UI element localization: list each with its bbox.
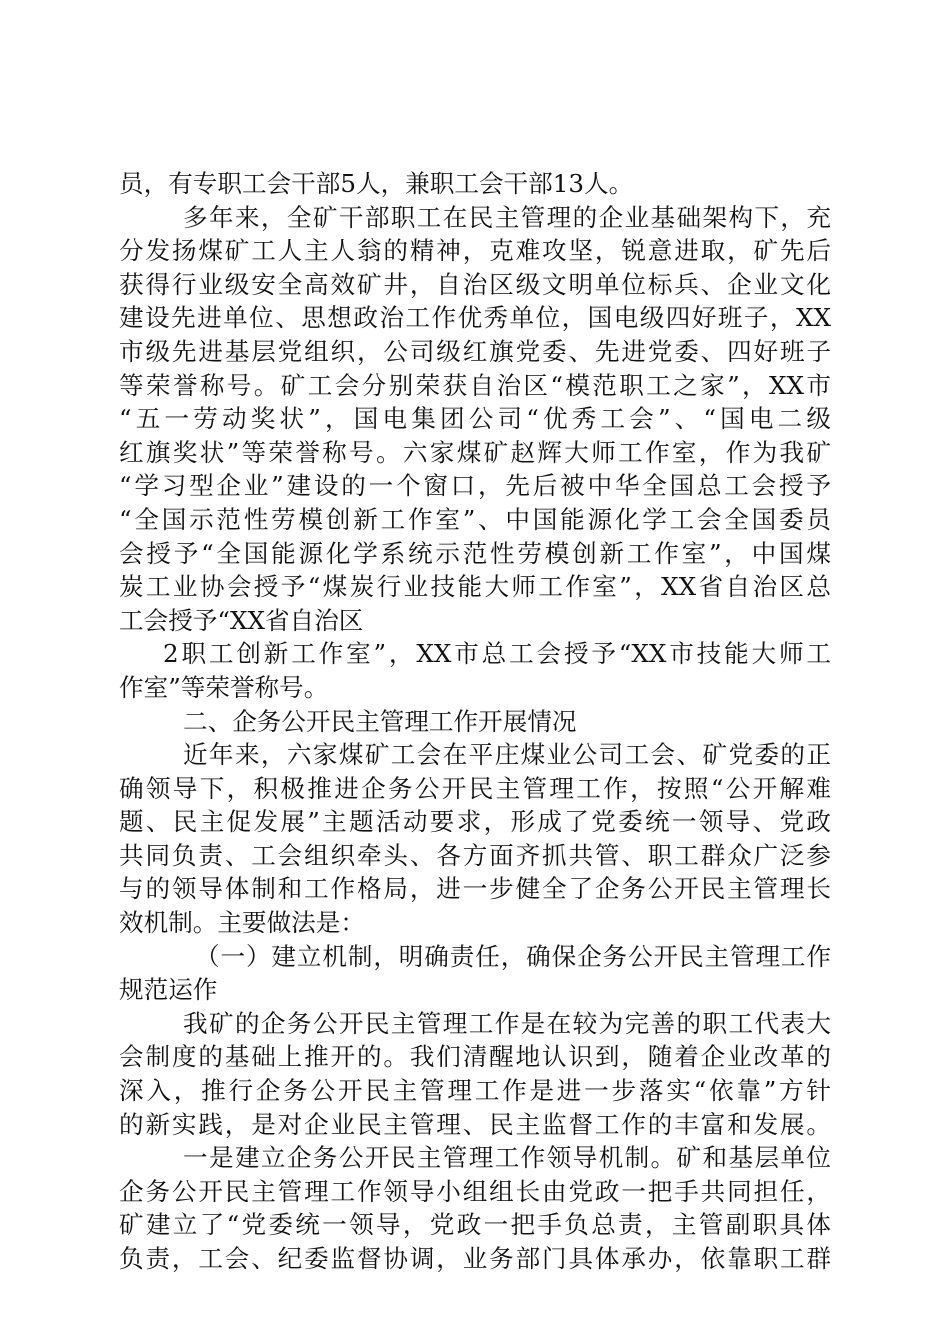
text-line: 获得行业级安全高效矿井，自治区级文明单位标兵、企业文化 [119, 269, 831, 299]
subsection-heading: （一）建立机制，明确责任，确保企务公开民主管理工作 [195, 941, 831, 971]
text-line: 红旗奖状”等荣誉称号。六家煤矿赵辉大师工作室，作为我矿 [119, 437, 831, 467]
text-line: “全国示范性劳模创新工作室”、中国能源化学工会全国委员 [119, 504, 831, 534]
text-line: 的新实践，是对企业民主管理、民主监督工作的丰富和发展。 [119, 1109, 831, 1139]
text-line: 会制度的基础上推开的。我们清醒地认识到，随着企业改革的 [119, 1042, 831, 1072]
document-body [119, 167, 831, 1276]
text-line: 确领导下，积极推进企务公开民主管理工作，按照“公开解难 [119, 773, 831, 803]
text-line: 分发扬煤矿工人主人翁的精神，克难攻坚，锐意进取，矿先后 [119, 236, 831, 266]
text-line: 负责，工会、纪委监督协调，业务部门具体承办，依靠职工群 [119, 1244, 831, 1273]
text-line: 工会授予“XX省自治区 [119, 605, 364, 635]
text-line: 建设先进单位、思想政治工作优秀单位，国电级四好班子，XX [119, 303, 831, 333]
text-line: “五一劳动奖状”，国电集团公司“优秀工会”、“国电二级 [119, 404, 831, 434]
subsection-heading-continued: 规范运作 [119, 975, 218, 1005]
paragraph-first-line: 多年来，全矿干部职工在民主管理的企业基础架构下，充 [183, 202, 831, 232]
paragraph-first-line: 2职工创新工作室”，XX市总工会授予“XX市技能大师工 [163, 639, 831, 669]
paragraph-first-line: 近年来，六家煤矿工会在平庄煤业公司工会、矿党委的正 [183, 740, 831, 770]
text-line: 共同负责、工会组织牵头、各方面齐抓共管、职工群众广泛参 [119, 840, 831, 870]
text-line: 会授予“全国能源化学系统示范性劳模创新工作室”，中国煤 [119, 538, 831, 568]
text-line: 深入，推行企务公开民主管理工作是进一步落实“依靠”方针 [119, 1076, 831, 1106]
text-line: 企务公开民主管理工作领导小组组长由党政一把手共同担任， [119, 1176, 831, 1206]
text-line: 与的领导体制和工作格局，进一步健全了企务公开民主管理长 [119, 874, 831, 904]
text-line: 作室”等荣誉称号。 [119, 672, 329, 702]
section-heading: 二、企务公开民主管理工作开展情况 [183, 706, 577, 736]
text-line: 效机制。主要做法是： [119, 908, 365, 938]
text-line: 员，有专职工会干部5人，兼职工会干部13人。 [119, 169, 634, 198]
text-line: 矿建立了“党委统一领导，党政一把手负总责，主管副职具体 [119, 1210, 831, 1240]
text-line: 炭工业协会授予“煤炭行业技能大师工作室”，XX省自治区总 [119, 572, 831, 602]
paragraph-first-line: 我矿的企务公开民主管理工作是在较为完善的职工代表大 [183, 1008, 831, 1038]
text-line: 市级先进基层党组织，公司级红旗党委、先进党委、四好班子 [119, 336, 831, 366]
text-line: “学习型企业”建设的一个窗口，先后被中华全国总工会授予 [119, 471, 831, 501]
paragraph-first-line: 一是建立企务公开民主管理工作领导机制。矿和基层单位 [183, 1143, 831, 1173]
text-line: 等荣誉称号。矿工会分别荣获自治区“模范职工之家”，XX市 [119, 370, 831, 400]
text-line: 题、民主促发展”主题活动要求，形成了党委统一领导、党政 [119, 807, 831, 837]
